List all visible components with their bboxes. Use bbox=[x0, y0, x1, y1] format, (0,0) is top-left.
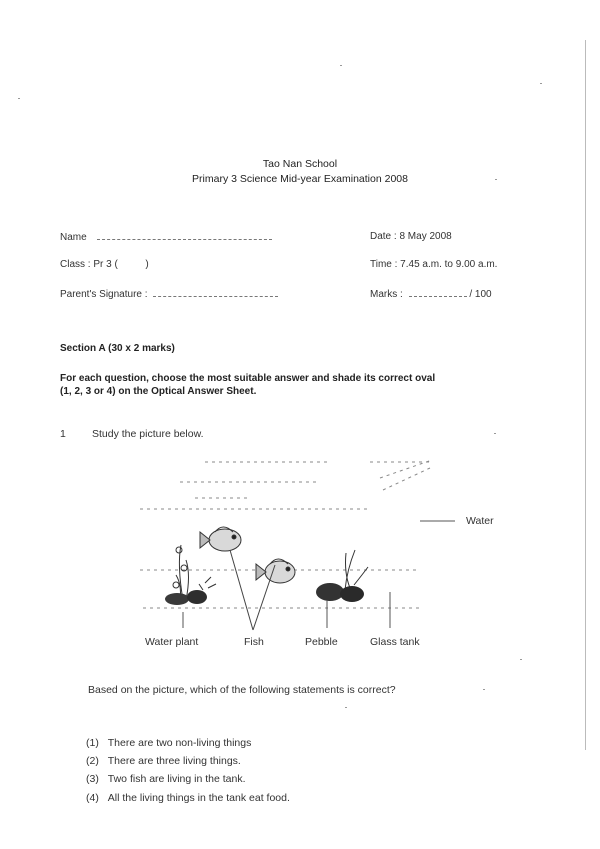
label-glass-tank: Glass tank bbox=[370, 636, 420, 648]
option-4 bbox=[86, 792, 290, 804]
option-text: There are three living things. bbox=[107, 755, 241, 767]
fish-left bbox=[200, 527, 241, 551]
option-text: Two fish are living in the tank. bbox=[107, 773, 246, 785]
section-title: Section A (30 x 2 marks) bbox=[60, 343, 175, 354]
signature-label: Parent's Signature : bbox=[60, 289, 148, 300]
question-number: 1 bbox=[60, 428, 66, 440]
option-text: All the living things in the tank eat food. bbox=[107, 792, 290, 804]
class-label: Class : Pr 3 ( bbox=[60, 259, 118, 270]
option-1 bbox=[86, 737, 251, 749]
marks-total: / 100 bbox=[469, 289, 492, 300]
option-2 bbox=[86, 755, 241, 767]
option-text: There are two non-living things bbox=[107, 737, 252, 749]
school-name: Tao Nan School bbox=[262, 158, 338, 170]
label-water-plant: Water plant bbox=[145, 636, 199, 648]
exam-title: Primary 3 Science Mid-year Examination 2008 bbox=[192, 173, 408, 185]
section-instruction-1: For each question, choose the most suitable answer and shade its correct oval bbox=[60, 373, 436, 384]
pebble-left-1 bbox=[165, 593, 189, 605]
name-label: Name bbox=[60, 232, 87, 243]
fish-right bbox=[256, 559, 295, 583]
time-text: Time : 7.45 a.m. to 9.00 a.m. bbox=[370, 259, 498, 270]
question-prompt: Study the picture below. bbox=[92, 428, 204, 440]
option-number: (4) bbox=[86, 792, 99, 804]
section-instruction-2: (1, 2, 3 or 4) on the Optical Answer Sheet. bbox=[60, 386, 257, 397]
pebble-right-1 bbox=[316, 583, 344, 601]
option-number: (1) bbox=[86, 737, 99, 749]
date-text: Date : 8 May 2008 bbox=[370, 231, 452, 242]
pebble-right-2 bbox=[340, 586, 364, 602]
option-number: (3) bbox=[86, 773, 99, 785]
pebble-left-2 bbox=[187, 590, 207, 604]
option-3 bbox=[86, 773, 246, 785]
label-pebble: Pebble bbox=[305, 636, 338, 648]
label-water: Water bbox=[466, 515, 494, 527]
question-stem: Based on the picture, which of the following statements is correct? bbox=[88, 684, 396, 696]
class-close: ) bbox=[145, 259, 149, 270]
marks-label: Marks : bbox=[370, 289, 403, 300]
option-number: (2) bbox=[86, 755, 99, 767]
label-fish: Fish bbox=[244, 636, 264, 648]
